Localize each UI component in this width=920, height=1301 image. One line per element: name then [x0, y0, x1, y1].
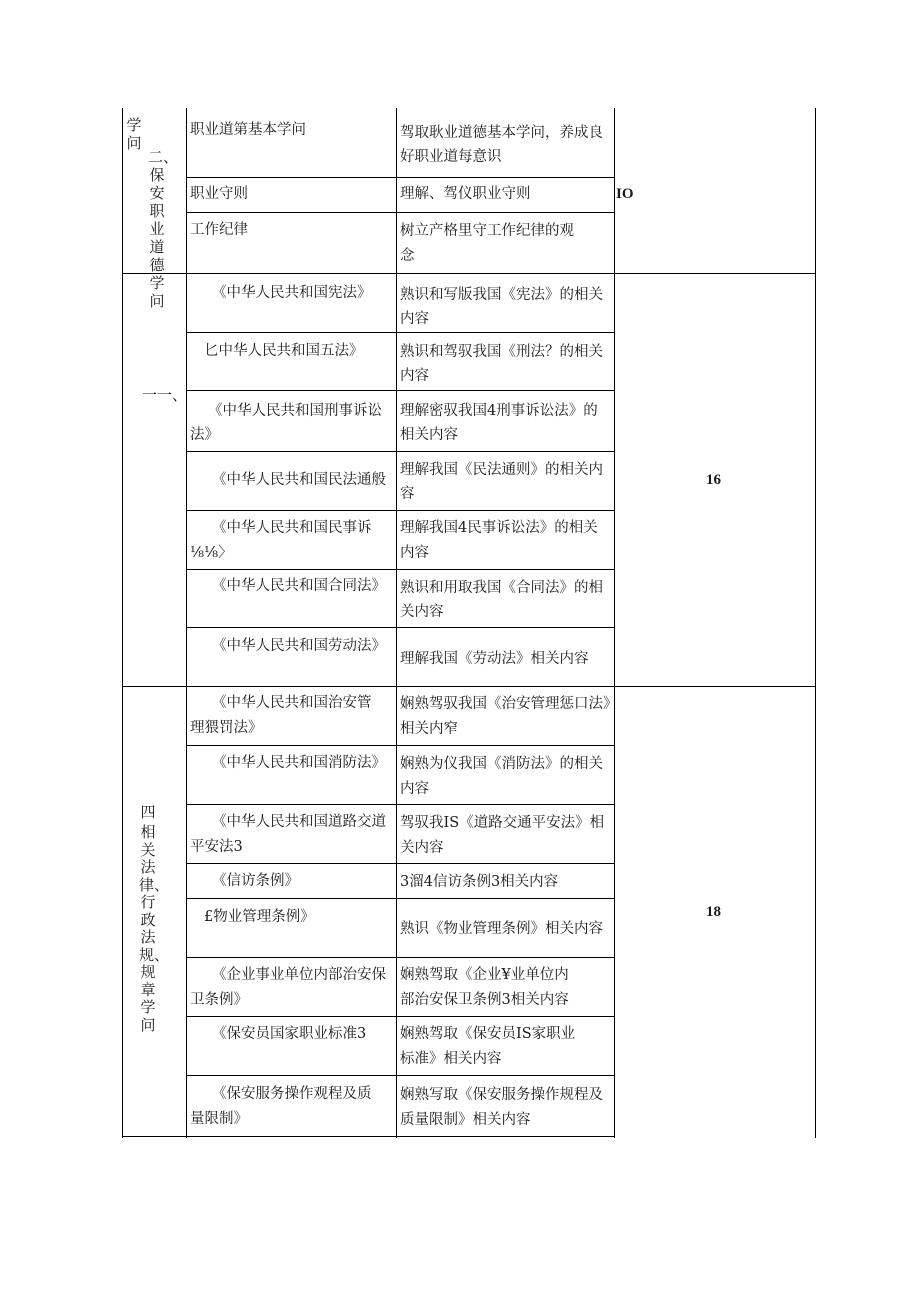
topic-cell: 《中华人民共和国刑事诉讼 — [208, 403, 382, 419]
requirement-cell: 娴熟为仪我国《消防法》的相关 — [400, 756, 603, 772]
topic-cell: 《中华人民共和国消防法》 — [212, 755, 386, 771]
requirement-cell: 娴熟驾取《企业¥业单位内 — [400, 967, 569, 983]
hours-cell: 18 — [706, 904, 721, 920]
topic-cell: 匕中华人民共和国五法》 — [204, 343, 364, 359]
topic-cell: 《中华人民共和国民法通般 — [212, 472, 386, 488]
topic-cell: 职业守则 — [190, 186, 248, 202]
requirement-cell: 娴熟驾取《保安员IS家职业 — [400, 1026, 576, 1042]
requirement-cell: 念 — [400, 248, 415, 264]
requirement-cell: 熟识《物业管理条例》相关内容 — [400, 921, 603, 937]
topic-cell: 《中华人民共和国道路交道 — [212, 814, 386, 830]
requirement-cell: 标准》相关内容 — [400, 1051, 502, 1067]
requirement-cell: 内容 — [400, 368, 429, 384]
requirement-cell: 理解我国《民法通则》的相关内 — [400, 462, 603, 478]
requirement-cell: 相关内容 — [400, 427, 458, 443]
requirement-cell: 熟识和写版我国《宪法》的相关 — [400, 287, 603, 303]
category-cell: 相关法律、行政法规、规章学问 — [139, 823, 170, 1034]
requirement-cell: 驾驭我IS《道路交通平安法》相 — [400, 815, 605, 831]
requirement-cell: 3溜4信访条例3相关内容 — [400, 874, 559, 890]
topic-cell: 平安法3 — [190, 839, 243, 855]
topic-cell: 《企业事业单位内部治安保 — [212, 967, 386, 983]
topic-cell: 法》 — [190, 427, 219, 443]
requirement-cell: 理解我国《劳动法》相关内容 — [400, 651, 589, 667]
requirement-cell: 娴熟驾驭我国《治安管理惩口法》 — [400, 696, 618, 712]
topic-cell: 《中华人民共和国劳动法》 — [212, 638, 386, 654]
requirement-cell: 关内容 — [400, 840, 444, 856]
requirement-cell: 质量限制》相关内容 — [400, 1112, 531, 1128]
topic-cell: 《保安服务操作观程及质 — [212, 1086, 372, 1102]
requirement-cell: 相关内窄 — [400, 721, 458, 737]
topic-cell: 工作纪律 — [190, 222, 248, 238]
requirement-cell: 理解我国4民事诉讼法》的相关 — [400, 520, 598, 536]
topic-cell: 《信访条例》 — [212, 873, 299, 889]
requirement-cell: 关内容 — [400, 604, 444, 620]
requirement-cell: 树立产格里守工作纪律的观 — [400, 223, 574, 239]
topic-cell: 《中华人民共和国民事诉 — [212, 520, 372, 536]
topic-cell: ⅛⅛〉 — [190, 545, 233, 561]
topic-cell: 职业道第基本学问 — [190, 122, 306, 138]
category-cell: 二、保安职业道德学问 — [148, 148, 179, 310]
topic-cell: 《中华人民共和国宪法》 — [212, 285, 372, 301]
topic-cell: 《中华人民共和国合同法》 — [212, 578, 386, 594]
category-cell: 四 — [140, 803, 156, 821]
topic-cell: 《保安员国家职业标准3 — [212, 1026, 367, 1042]
requirement-cell: 理解密驭我国4刑事诉讼法》的 — [400, 403, 598, 419]
requirement-cell: 熟识和用取我国《合同法》的相 — [400, 580, 603, 596]
requirement-cell: 内容 — [400, 311, 429, 327]
requirement-cell: 驾取耿业道德基本学问，养成良 — [400, 125, 603, 141]
requirement-cell: 内容 — [400, 545, 429, 561]
hours-cell: IO — [616, 186, 634, 202]
requirement-cell: 部治安保卫条例3相关内容 — [400, 992, 569, 1008]
hours-cell: 16 — [706, 472, 721, 488]
requirement-cell: 熟识和驾驭我国《刑法？的相关 — [400, 344, 603, 360]
topic-cell: 理猥罚法》 — [190, 720, 263, 736]
topic-cell: 量限制》 — [190, 1111, 248, 1127]
topic-cell: 《中华人民共和国治安管 — [212, 695, 372, 711]
category-cell: 一一、 — [142, 386, 188, 404]
topic-cell: £物业管理条例》 — [204, 909, 315, 925]
requirement-cell: 理解、驾仪职业守则 — [400, 186, 531, 202]
requirement-cell: 内容 — [400, 781, 429, 797]
requirement-cell: 容 — [400, 486, 415, 502]
requirement-cell: 娴熟写取《保安服务操作规程及 — [400, 1087, 603, 1103]
requirement-cell: 好职业道每意识 — [400, 149, 502, 165]
category-cell: 学问 — [126, 116, 142, 152]
topic-cell: 卫条例》 — [190, 992, 248, 1008]
